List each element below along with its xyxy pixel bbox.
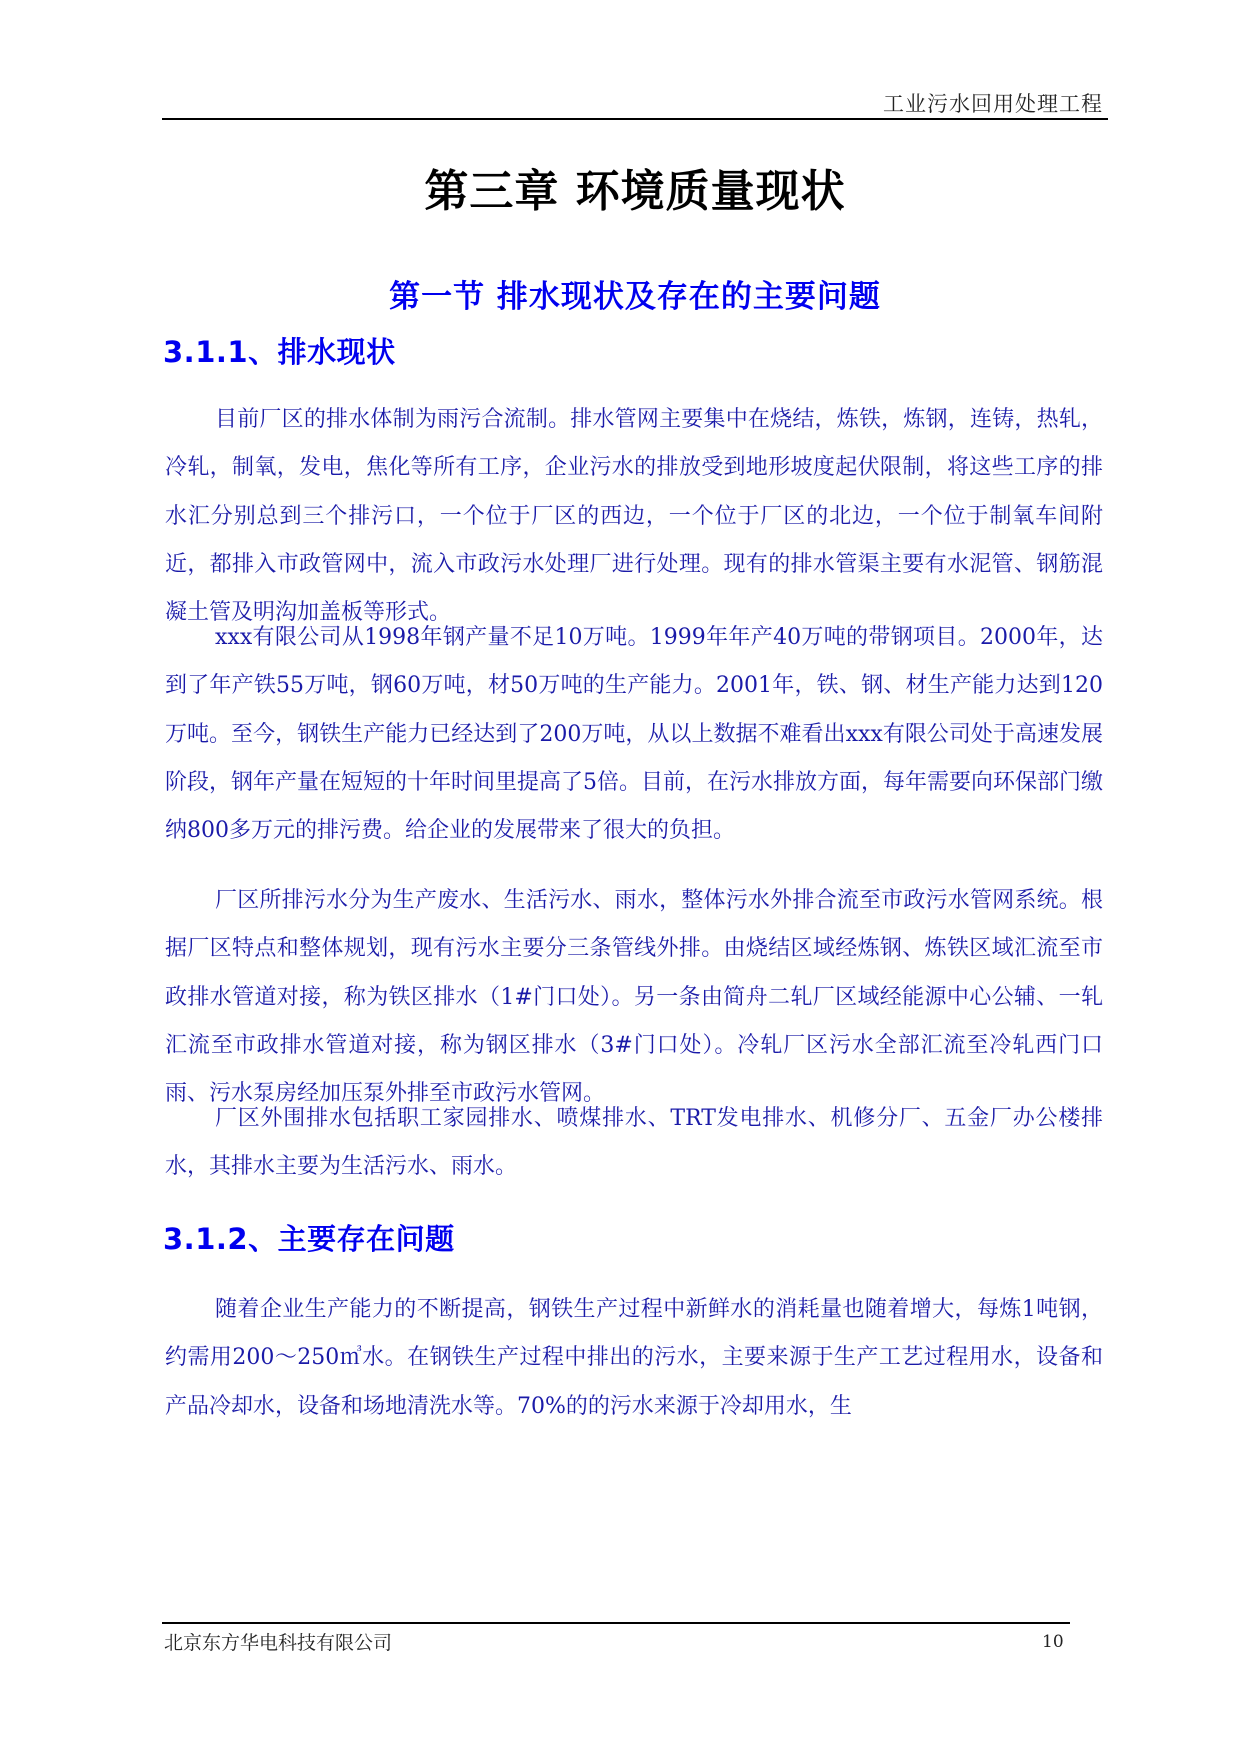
section-title: 第一节 排水现状及存在的主要问题 [389,279,881,315]
paragraph-wastewater-classification: 厂区所排污水分为生产废水、生活污水、雨水，整体污水外排合流至市政污水管网系统。根据厂区特点和整体规划，现有污水主要分三条管线外排。由烧结区域经炼钢、炼铁区域汇流至市政排水管道对接，称为铁区排水（1#门口处）。另一条由简舟二轧厂区域经能源中心公辅、一轧汇流至市政排水管道对接，称为钢区排水（3#门口处）。冷轧厂区污水全部汇流至冷轧西门口雨、污水泵房经加压泵外排至市政污水管网。 [165,888,1103,1107]
running-header: 工业污水回用处理工程 [883,92,1103,116]
header-divider [162,118,1108,120]
page-number: 10 [1042,1632,1064,1652]
paragraph-drainage-system: 目前厂区的排水体制为雨污合流制。排水管网主要集中在烧结，炼铁，炼钢，连铸，热轧，冷轧，制氧，发电，焦化等所有工序，企业污水的排放受到地形坡度起伏限制，将这些工序的排水汇分别总到三个排污口，一个位于厂区的西边，一个位于厂区的北边，一个位于制氧车间附近，都排入市政管网中，流入市政污水处理厂进行处理。现有的排水管渠主要有水泥管、钢筋混凝土管及明沟加盖板等形式。 [165,407,1103,626]
paragraph-peripheral-drainage: 厂区外围排水包括职工家园排水、喷煤排水、TRT发电排水、机修分厂、五金厂办公楼排水，其排水主要为生活污水、雨水。 [165,1106,1103,1180]
subsection-title-3-1-2: 3.1.2、主要存在问题 [163,1222,455,1256]
paragraph-production-growth: xxx有限公司从1998年钢产量不足10万吨。1999年年产40万吨的带钢项目。2000年，达到了年产铁55万吨，钢60万吨，材50万吨的生产能力。2001年，铁、钢、材生产能力达到120万吨。至今，钢铁生产能力已经达到了200万吨，从以上数据不难看出xxx有限公司处于高速发展阶段，钢年产量在短短的十年时间里提高了5倍。目前，在污水排放方面，每年需要向环保部门缴纳800多万元的排污费。给企业的发展带来了很大的负担。 [165,625,1104,844]
chapter-title: 第三章 环境质量现状 [424,166,846,217]
footer-divider [162,1622,1070,1624]
subsection-title-3-1-1: 3.1.1、排水现状 [163,335,396,369]
footer-company-name: 北京东方华电科技有限公司 [164,1632,393,1654]
paragraph-main-problems: 随着企业生产能力的不断提高，钢铁生产过程中新鲜水的消耗量也随着增大，每炼1吨钢，约需用200～250㎥水。在钢铁生产过程中排出的污水，主要来源于生产工艺过程用水，设备和产品冷却水，设备和场地清洗水等。70%的的污水来源于冷却用水，生 [165,1297,1103,1419]
